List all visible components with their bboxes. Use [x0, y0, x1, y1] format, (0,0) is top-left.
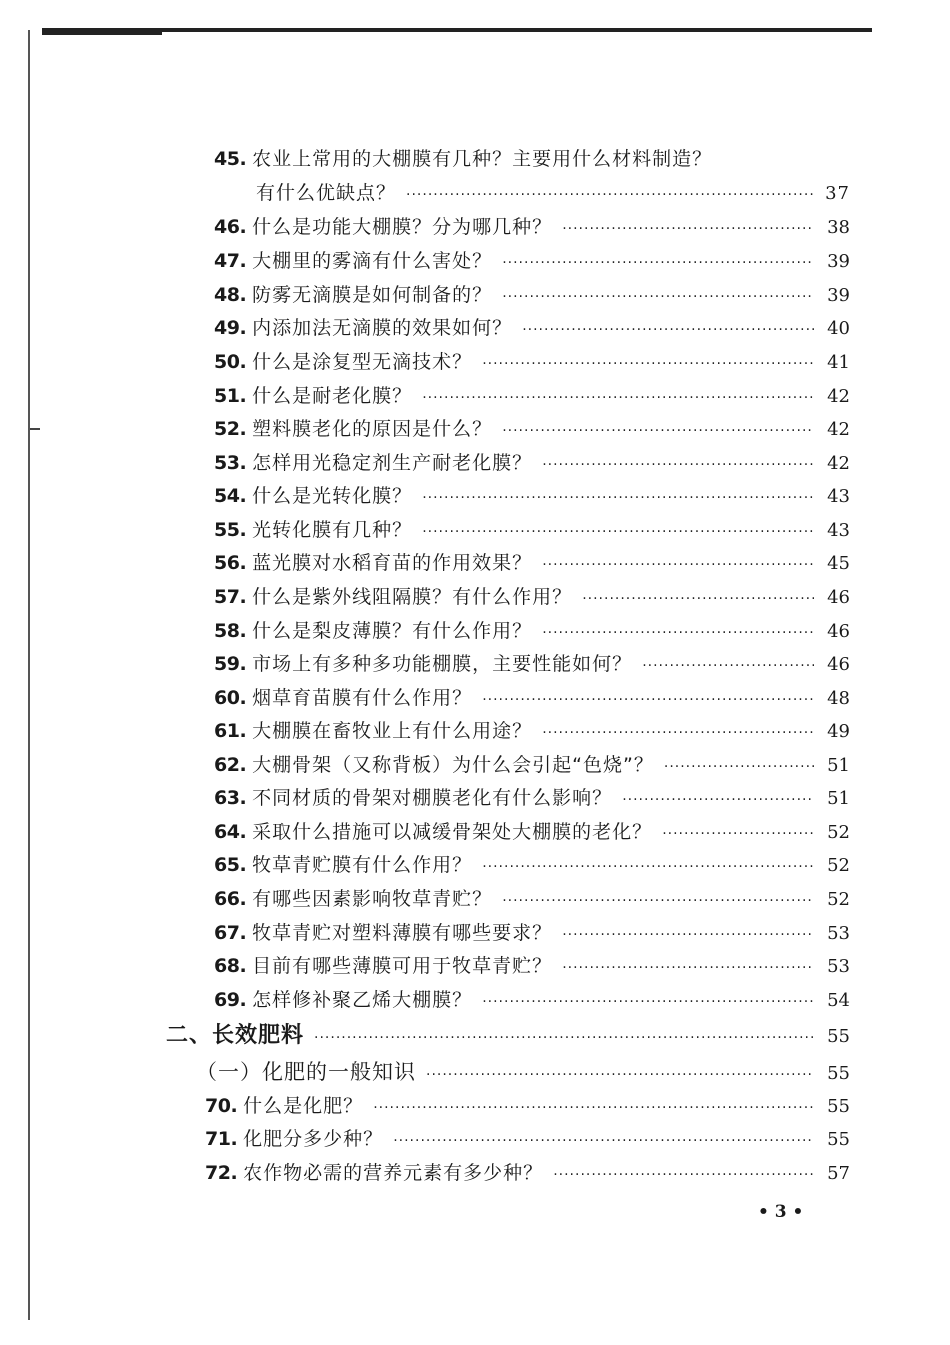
toc-entry-page: 38	[827, 217, 850, 238]
toc-entry-number: 67.	[214, 922, 247, 944]
toc-entry-page: 42	[827, 453, 850, 474]
dot-leader	[482, 356, 814, 372]
toc-entry-page: 37	[825, 183, 850, 204]
toc-entry[interactable]	[214, 985, 850, 1015]
toc-entry[interactable]	[214, 683, 850, 713]
toc-entry-number: 50.	[214, 351, 247, 373]
dot-leader	[522, 322, 814, 338]
dot-leader	[582, 591, 814, 607]
toc-entry[interactable]	[214, 515, 850, 545]
toc-entry-number: 66.	[214, 888, 247, 910]
toc-entry[interactable]	[214, 716, 850, 746]
toc-entry-title: 怎样修补聚乙烯大棚膜？	[252, 989, 473, 1011]
toc-entry-title: 内添加法无滴膜的效果如何？	[252, 317, 513, 339]
toc-entry[interactable]	[214, 313, 850, 343]
toc-entry-title: 有哪些因素影响牧草青贮？	[252, 888, 493, 910]
toc-entry[interactable]	[214, 448, 850, 478]
toc-entry-page: 48	[827, 688, 850, 709]
toc-entry-title: 化肥分多少种？	[243, 1128, 384, 1150]
toc-entry-title: 什么是光转化膜？	[252, 485, 413, 507]
toc-entry-number: 55.	[214, 519, 247, 541]
toc-entry-number: 47.	[214, 250, 247, 272]
toc-entry[interactable]	[214, 783, 850, 813]
toc-entry-number: 70.	[205, 1095, 238, 1117]
toc-entry[interactable]	[214, 280, 850, 310]
toc-entry-title: 什么是梨皮薄膜？有什么作用？	[252, 620, 533, 642]
toc-section-heading[interactable]	[166, 1018, 850, 1048]
toc-entry-title: 大棚骨架（又称背板）为什么会引起“色烧”？	[252, 754, 654, 776]
toc-entry-number: 54.	[214, 485, 247, 507]
toc-entry-page: 42	[827, 386, 850, 407]
toc-entry-title: 光转化膜有几种？	[252, 519, 413, 541]
toc-subsection-heading[interactable]	[196, 1056, 850, 1086]
toc-entry-title: 防雾无滴膜是如何制备的？	[252, 284, 493, 306]
dot-leader	[502, 289, 814, 305]
toc-entry-number: 48.	[214, 284, 247, 306]
dot-leader	[373, 1100, 814, 1116]
dot-leader	[542, 457, 814, 473]
dot-leader	[422, 390, 814, 406]
toc-entry-page: 53	[827, 923, 850, 944]
toc-entry-number: 49.	[214, 317, 247, 339]
toc-entry-title: 采取什么措施可以减缓骨架处大棚膜的老化？	[252, 821, 653, 843]
toc-entry[interactable]	[214, 481, 850, 511]
toc-entry-number: 45.	[214, 148, 247, 170]
toc-entry-page: 46	[827, 654, 850, 675]
toc-entry-page: 49	[827, 721, 850, 742]
dot-leader	[426, 1067, 814, 1083]
toc-entry-number: 71.	[205, 1128, 238, 1150]
scan-border-left	[28, 30, 30, 1320]
toc-entry-page: 55	[827, 1096, 850, 1117]
toc-entry-number: 57.	[214, 586, 247, 608]
toc-entry-number: 64.	[214, 821, 247, 843]
dot-leader	[662, 826, 814, 842]
toc-entry-page: 39	[827, 251, 850, 272]
dot-leader	[502, 893, 814, 909]
toc-entry-title: 怎样用光稳定剂生产耐老化膜？	[252, 452, 533, 474]
toc-entry-title: 农业上常用的大棚膜有几种？主要用什么材料制造？	[252, 148, 713, 170]
toc-entry-title: 农作物必需的营养元素有多少种？	[243, 1162, 544, 1184]
dot-leader	[393, 1133, 814, 1149]
scan-border-top-thick	[42, 32, 162, 35]
toc-entry[interactable]	[214, 414, 850, 444]
dot-leader	[553, 1167, 814, 1183]
toc-entry-number: 62.	[214, 754, 247, 776]
toc-entry[interactable]	[214, 548, 850, 578]
section-title: 二、长效肥料	[166, 1023, 305, 1048]
toc-entry[interactable]	[214, 246, 850, 276]
toc-entry[interactable]	[214, 850, 850, 880]
toc-entry-number: 60.	[214, 687, 247, 709]
dot-leader	[542, 557, 814, 573]
toc-entry-page: 51	[827, 788, 850, 809]
dot-leader	[422, 524, 814, 540]
toc-entry-number: 59.	[214, 653, 247, 675]
toc-entry-number: 51.	[214, 385, 247, 407]
toc-entry[interactable]	[214, 884, 850, 914]
toc-entry-number: 72.	[205, 1162, 238, 1184]
toc-entry-title: 什么是紫外线阻隔膜？有什么作用？	[252, 586, 573, 608]
toc-entry[interactable]	[214, 212, 850, 242]
toc-entry-title: 牧草青贮对塑料薄膜有哪些要求？	[252, 922, 553, 944]
toc-entry-page: 42	[827, 419, 850, 440]
toc-entry-number: 46.	[214, 216, 247, 238]
toc-entry[interactable]	[214, 817, 850, 847]
toc-entry-page: 55	[827, 1063, 850, 1084]
dot-leader	[482, 692, 814, 708]
dot-leader	[542, 625, 814, 641]
toc-entry-number: 53.	[214, 452, 247, 474]
toc-entry-title: 目前有哪些薄膜可用于牧草青贮？	[252, 955, 553, 977]
toc-entry-title: 大棚膜在畜牧业上有什么用途？	[252, 720, 533, 742]
toc-entry-title: 市场上有多种多功能棚膜，主要性能如何？	[252, 653, 633, 675]
toc-entry[interactable]	[214, 616, 850, 646]
dot-leader	[622, 792, 814, 808]
toc-entry[interactable]	[214, 144, 850, 174]
toc-entry[interactable]	[214, 750, 850, 780]
toc-entry-title: 有什么优缺点？	[256, 182, 397, 204]
toc-entry-title: 什么是化肥？	[243, 1095, 364, 1117]
toc-entry-title: 什么是耐老化膜？	[252, 385, 413, 407]
toc-entry-title: 什么是涂复型无滴技术？	[252, 351, 473, 373]
toc-entry-title: 大棚里的雾滴有什么害处？	[252, 250, 493, 272]
toc-entry-page: 54	[827, 990, 850, 1011]
toc-entry-number: 65.	[214, 854, 247, 876]
toc-entry-page: 41	[827, 352, 850, 373]
toc-entry-continuation[interactable]	[256, 178, 850, 208]
dot-leader	[542, 725, 814, 741]
toc-entry[interactable]	[214, 649, 850, 679]
dot-leader	[314, 1030, 814, 1046]
dot-leader	[562, 221, 814, 237]
toc-entry-page: 51	[827, 755, 850, 776]
toc-entry-page: 52	[827, 855, 850, 876]
toc-entry-title: 不同材质的骨架对棚膜老化有什么影响？	[252, 787, 613, 809]
toc-entry-page: 43	[827, 520, 850, 541]
toc-entry-page: 40	[827, 318, 850, 339]
dot-leader	[406, 187, 814, 203]
toc-entry-page: 55	[827, 1129, 850, 1150]
toc-entry-title: 蓝光膜对水稻育苗的作用效果？	[252, 552, 533, 574]
toc-entry-title: 烟草育苗膜有什么作用？	[252, 687, 473, 709]
toc-entry[interactable]	[205, 1091, 850, 1121]
toc-entry-number: 56.	[214, 552, 247, 574]
dot-leader	[502, 423, 814, 439]
toc-entry[interactable]	[214, 381, 850, 411]
toc-entry-number: 61.	[214, 720, 247, 742]
dot-leader	[482, 859, 814, 875]
dot-leader	[562, 960, 814, 976]
toc-entry[interactable]	[214, 582, 850, 612]
toc-entry-page: 55	[827, 1026, 850, 1047]
toc-entry-number: 58.	[214, 620, 247, 642]
dot-leader	[664, 759, 814, 775]
toc-entry[interactable]	[214, 918, 850, 948]
dot-leader	[422, 490, 814, 506]
toc-entry-page: 46	[827, 621, 850, 642]
page-number: • 3 •	[758, 1202, 804, 1222]
toc-entry[interactable]	[205, 1158, 850, 1188]
dot-leader	[502, 255, 814, 271]
toc-entry-page: 53	[827, 956, 850, 977]
toc-entry-page: 57	[827, 1163, 850, 1184]
toc-entry-title: 什么是功能大棚膜？分为哪几种？	[252, 216, 553, 238]
toc-entry-page: 52	[827, 889, 850, 910]
scan-border-top	[42, 28, 872, 32]
toc-entry[interactable]	[214, 951, 850, 981]
toc-entry[interactable]	[205, 1124, 850, 1154]
toc-entry-page: 39	[827, 285, 850, 306]
scan-margin-mark	[30, 428, 40, 430]
dot-leader	[562, 927, 814, 943]
toc-entry-page: 46	[827, 587, 850, 608]
toc-entry-title: 牧草青贮膜有什么作用？	[252, 854, 473, 876]
toc-entry-number: 69.	[214, 989, 247, 1011]
toc-entry-page: 52	[827, 822, 850, 843]
toc-entry-page: 43	[827, 486, 850, 507]
toc-entry-title: 塑料膜老化的原因是什么？	[252, 418, 493, 440]
toc-entry-page: 45	[827, 553, 850, 574]
subsection-title: （一）化肥的一般知识	[196, 1060, 416, 1084]
toc-entry-number: 52.	[214, 418, 247, 440]
toc-entry-number: 63.	[214, 787, 247, 809]
toc-entry[interactable]	[214, 347, 850, 377]
dot-leader	[482, 994, 814, 1010]
dot-leader	[642, 658, 814, 674]
toc-entry-number: 68.	[214, 955, 247, 977]
